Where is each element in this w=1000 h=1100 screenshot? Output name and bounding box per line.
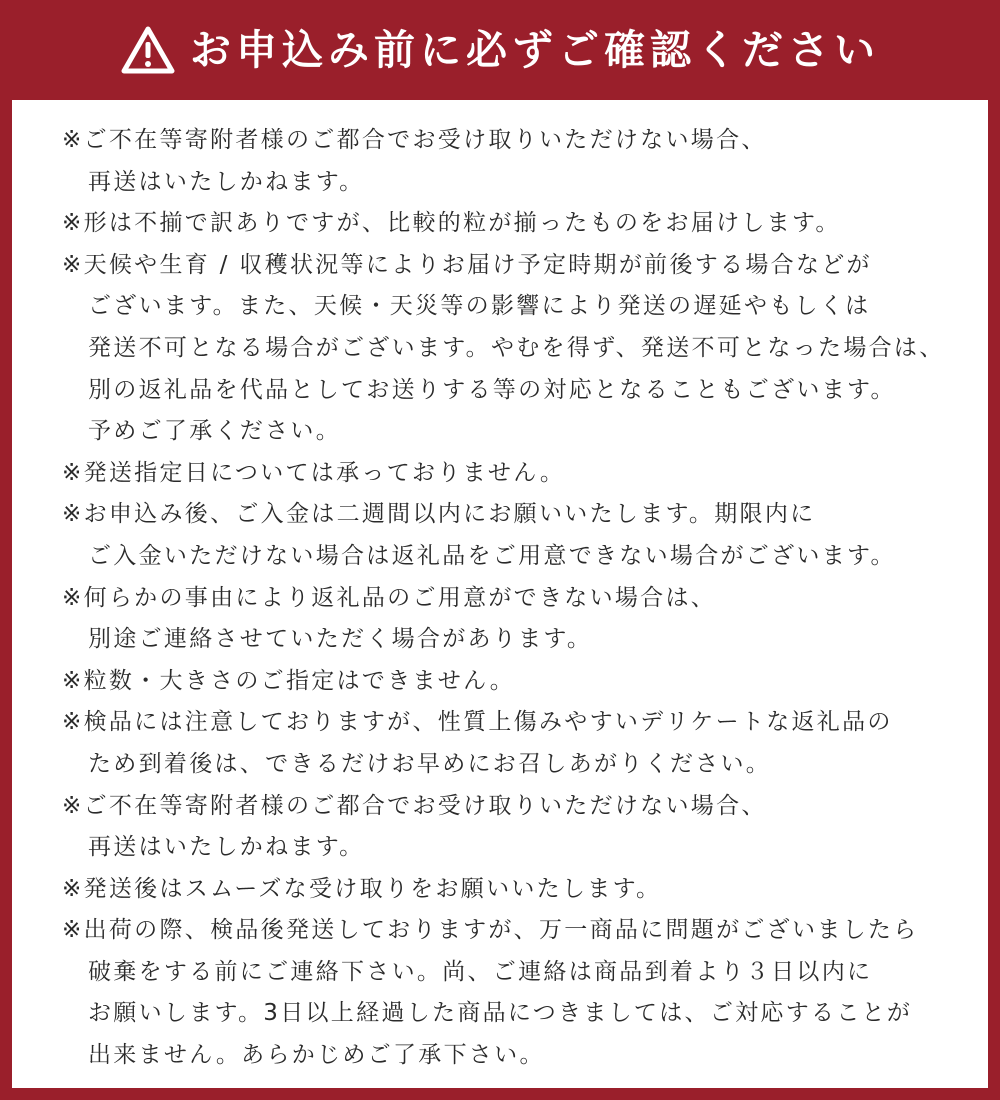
note-line: 予めご了承ください。 [88, 418, 341, 445]
header-banner [0, 0, 1000, 100]
note-line: ございます。また、天候・天災等の影響により発送の遅延やもしくは [88, 293, 871, 320]
page-title: お申込み前に必ずご確認ください [190, 25, 880, 74]
note-line: ※発送後はスムーズな受け取りをお願いいたします。 [62, 875, 662, 902]
notes-panel [12, 100, 988, 1088]
note-line: ※出荷の際、検品後発送しておりますが、万一商品に問題がございましたら [62, 917, 919, 944]
note-line: 別途ご連絡させていただく場合があります。 [88, 626, 593, 653]
note-line: ※形は不揃で訳ありですが、比較的粒が揃ったものをお届けします。 [62, 210, 841, 237]
notes-list [62, 120, 945, 1077]
warning-icon [120, 25, 176, 75]
note-line: 別の返礼品を代品としてお送りする等の対応となることもございます。 [88, 376, 896, 403]
note-line: お願いします。3日以上経過した商品につきましては、ご対応することが [88, 1000, 913, 1027]
note-line: ため到着後は、できるだけお早めにお召しあがりください。 [88, 750, 772, 777]
note-line: ※ご不在等寄附者様のご都合でお受け取りいただけない場合、 [62, 127, 767, 153]
note-line: 再送はいたしかねます。 [88, 834, 365, 861]
note-line: 発送不可となる場合がございます。やむを得ず、発送不可となった場合は、 [88, 334, 945, 361]
note-line: 出来ません。あらかじめご了承下さい。 [88, 1042, 545, 1069]
note-line: ※粒数・大きさのご指定はできません。 [62, 667, 516, 694]
note-line: ※お申込み後、ご入金は二週間以内にお願いいたします。期限内に [62, 501, 816, 528]
note-line: ご入金いただけない場合は返礼品をご用意できない場合がございます。 [88, 542, 896, 569]
note-line: ※何らかの事由により返礼品のご用意ができない場合は、 [62, 584, 717, 611]
note-line: 再送はいたしかねます。 [88, 168, 365, 195]
note-line: ※天候や生育 / 収穫状況等によりお届け予定時期が前後する場合などが [62, 251, 872, 278]
note-line: ※ご不在等寄附者様のご都合でお受け取りいただけない場合、 [62, 792, 767, 819]
note-line: ※発送指定日については承っておりません。 [62, 459, 566, 486]
note-line: 破棄をする前にご連絡下さい。尚、ご連絡は商品到着より３日以内に [88, 958, 873, 985]
note-line: ※検品には注意しておりますが、性質上傷みやすいデリケートな返礼品の [62, 709, 893, 736]
